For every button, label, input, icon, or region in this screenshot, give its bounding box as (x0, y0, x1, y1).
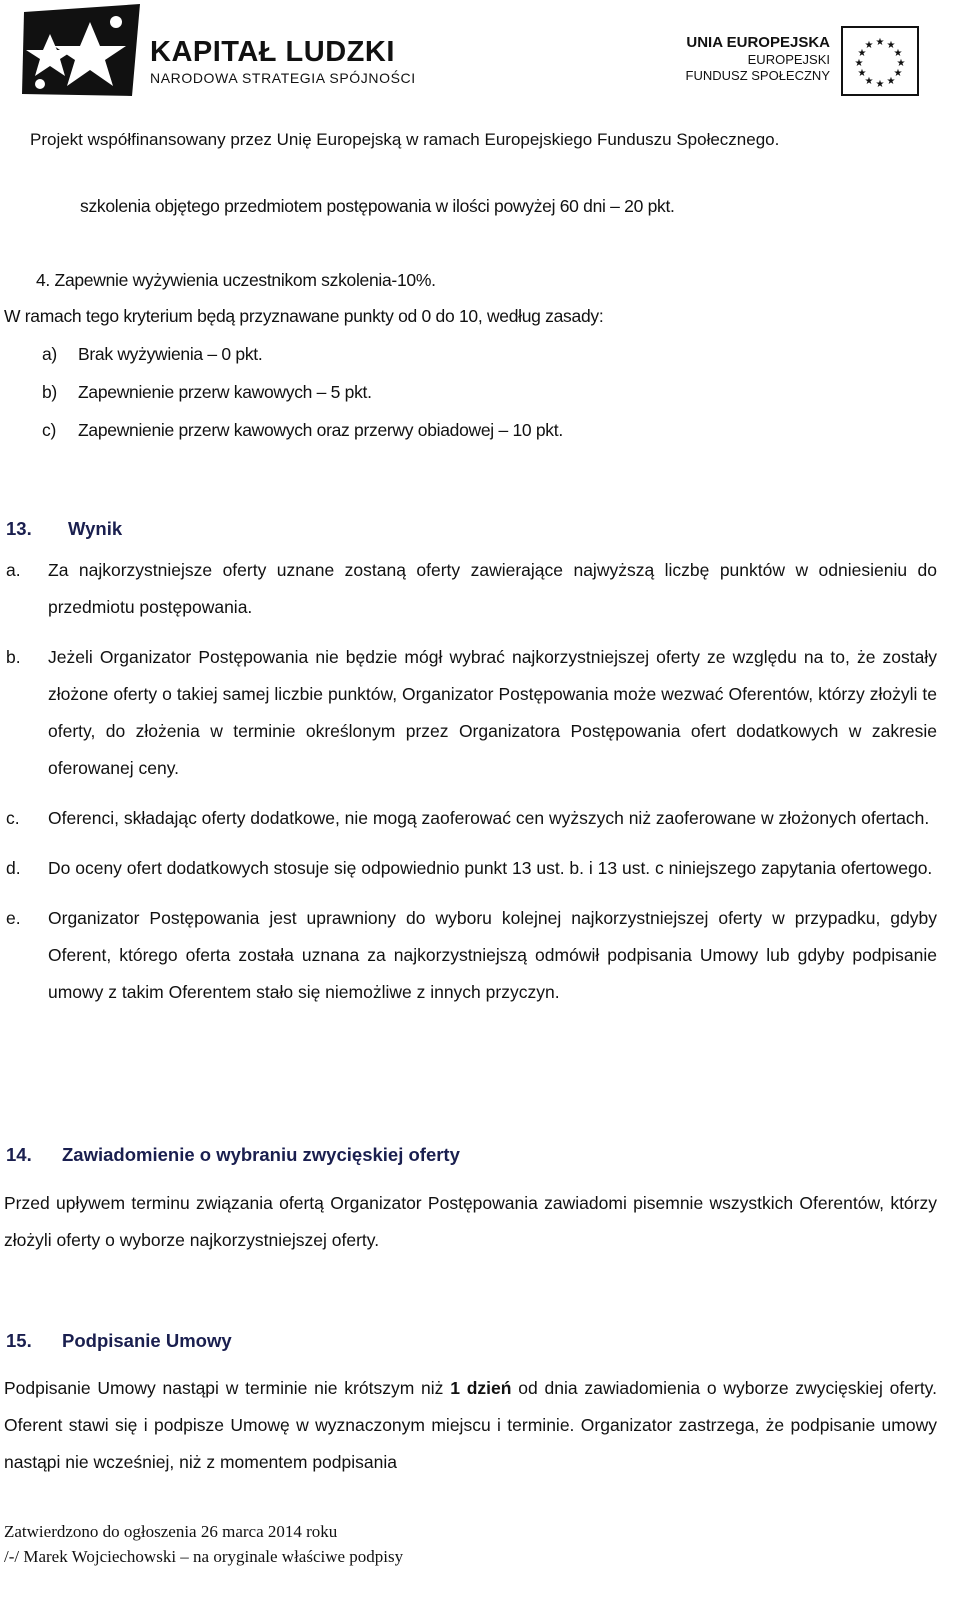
list-item-text: Brak wyżywienia – 0 pkt. (78, 344, 263, 364)
criterion-4-intro: W ramach tego kryterium będą przyznawane punkty od 0 do 10, według zasady: (4, 306, 604, 326)
list-item-label: b) (42, 382, 57, 402)
criteria-continuation: szkolenia objętego przedmiotem postępowania w ilości powyżej 60 dni – 20 pkt. (80, 196, 675, 216)
svg-text:★: ★ (857, 68, 867, 79)
list-item-text: Oferenci, składając oferty dodatkowe, nie mogą zaoferować cen wyższych niż zaoferowane w złożonych ofertach. (48, 808, 930, 828)
list-item-text: Organizator Postępowania jest uprawniony do wyboru kolejnej najkorzystniejszej oferty w przypadku, gdyby Oferent, którego oferta została uznana za najkorzystniejszą odmówił podpisania Umowy lub gdyby podpisanie umowy z takim Oferentem stało się niemożliwe z innych przyczyn. (48, 908, 937, 1002)
kapital-ludzki-subtitle: NARODOWA STRATEGIA SPÓJNOŚCI (150, 70, 416, 86)
kapital-ludzki-title: KAPITAŁ LUDZKI (150, 36, 395, 68)
section-14-number: 14. (6, 1144, 32, 1165)
list-item (0, 850, 937, 887)
section-15-text (4, 1370, 937, 1481)
svg-text:★: ★ (886, 76, 896, 87)
list-item-label: b. (6, 647, 21, 667)
section-14-text: Przed upływem terminu związania ofertą Organizator Postępowania zawiadomi pisemnie wszystkich Oferentów, którzy złożyli oferty o wyborze najkorzystniejszej oferty. (4, 1193, 937, 1250)
section-15-text-after: od dnia zawiadomienia o wyborze zwycięskiej oferty. Oferent stawi się i podpisze Umowę w wyznaczonym miejscu i terminie. Organizator zastrzega, że podpisanie umowy nastąpi nie wcześniej, niż z momentem podpisania (4, 1378, 937, 1472)
section-15-bold-term: 1 dzień (450, 1378, 512, 1398)
section-15-text-before: Podpisanie Umowy nastąpi w terminie nie krótszym niż (4, 1378, 451, 1398)
svg-text:★: ★ (864, 76, 874, 87)
list-item-label: a) (42, 344, 57, 364)
criterion-4-heading: 4. Zapewnie wyżywienia uczestnikom szkolenia-10%. (36, 270, 436, 290)
svg-text:★: ★ (893, 68, 903, 79)
section-13-title: Wynik (68, 518, 123, 539)
svg-text:★: ★ (896, 58, 906, 69)
project-cofinanced-line: Projekt współfinansowany przez Unię Europejską w ramach Europejskiego Funduszu Społecznego. (30, 130, 780, 149)
svg-text:★: ★ (864, 40, 874, 51)
section-14-title: Zawiadomienie o wybraniu zwycięskiej oferty (62, 1144, 460, 1165)
list-item-text: Zapewnienie przerw kawowych – 5 pkt. (78, 382, 372, 402)
list-item-label: d. (6, 858, 21, 878)
list-item (0, 552, 937, 626)
list-item-text: Do oceny ofert dodatkowych stosuje się odpowiednio punkt 13 ust. b. i 13 ust. c niniejszego zapytania ofertowego. (48, 858, 933, 878)
section-13-number: 13. (6, 518, 32, 539)
svg-text:★: ★ (893, 48, 903, 59)
ue-line-2: EUROPEJSKI (747, 52, 830, 67)
svg-text:★: ★ (875, 37, 885, 48)
list-item (0, 900, 937, 1011)
section-15-number: 15. (6, 1330, 32, 1351)
list-item-text: Za najkorzystniejsze oferty uznane zostaną oferty zawierające najwyższą liczbę punktów w odniesieniu do przedmiotu postępowania. (48, 560, 937, 617)
eu-flag-icon (841, 26, 919, 96)
list-item-label: c) (42, 420, 56, 440)
approval-date-line: Zatwierdzono do ogłoszenia 26 marca 2014 roku (4, 1522, 338, 1541)
list-item-text: Zapewnienie przerw kawowych oraz przerwy obiadowej – 10 pkt. (78, 420, 563, 440)
list-item-label: a. (6, 560, 21, 580)
list-item-label: c. (6, 808, 20, 828)
section-13-list (0, 552, 937, 1011)
list-item (0, 800, 937, 837)
section-15-title: Podpisanie Umowy (62, 1330, 232, 1351)
list-item-label: e. (6, 908, 21, 928)
list-item (0, 639, 937, 787)
eu-text-block (660, 34, 830, 83)
svg-text:★: ★ (854, 58, 864, 69)
svg-text:★: ★ (886, 40, 896, 51)
kapital-ludzki-logo-icon (20, 4, 148, 99)
ue-line-1: UNIA EUROPEJSKA (686, 34, 830, 51)
signature-line: /-/ Marek Wojciechowski – na oryginale właściwe podpisy (4, 1547, 404, 1566)
ue-line-3: FUNDUSZ SPOŁECZNY (685, 68, 830, 83)
svg-text:★: ★ (857, 48, 867, 59)
svg-text:★: ★ (875, 79, 885, 90)
list-item-text: Jeżeli Organizator Postępowania nie będzie mógł wybrać najkorzystniejszej oferty ze względu na to, że zostały złożone oferty o takiej samej liczbie punktów, Organizator Postępowania może wezwać Oferentów, którzy złożyli te oferty, do złożenia w terminie określonym przez Organizatora Postępowania ofert dodatkowych w zakresie oferowanej ceny. (48, 647, 937, 778)
